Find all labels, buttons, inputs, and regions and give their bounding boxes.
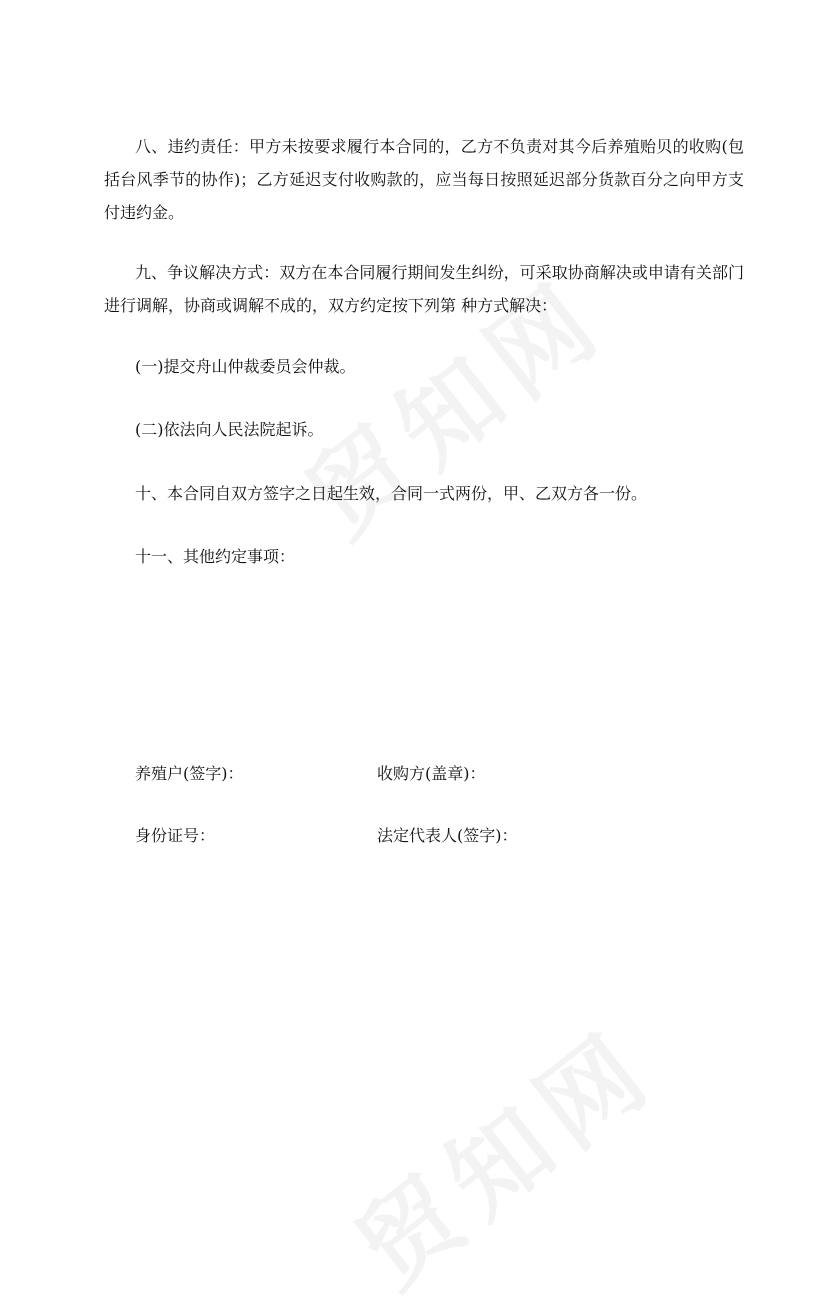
clause-11-other-terms: 十一、其他约定事项：	[135, 547, 296, 566]
buyer-seal-label: 收购方(盖章)：	[377, 764, 486, 783]
clause-10-effectiveness: 十、本合同自双方签字之日起生效，合同一式两份，甲、乙双方各一份。	[135, 484, 648, 503]
clause-9-dispute-resolution: 九、争议解决方式：双方在本合同履行期间发生纠纷，可采取协商解决或申请有关部门进行调解，协商或调解不成的，双方约定按下列第 种方式解决：	[104, 263, 744, 315]
dispute-option-2: (二)依法向人民法院起诉。	[135, 420, 324, 439]
legal-representative-signature-label: 法定代表人(签字)：	[377, 826, 518, 845]
id-number-label: 身份证号：	[135, 826, 216, 845]
watermark-bottom	[322, 990, 680, 1314]
clause-8-breach-liability: 八、违约责任：甲方未按要求履行本合同的，乙方不负责对其今后养殖贻贝的收购(包括台风季节的协作)；乙方延迟支付收购款的，应当每日按照延迟部分货款百分之向甲方支付违约金。	[104, 137, 744, 222]
farmer-signature-label: 养殖户(签字)：	[135, 764, 244, 783]
dispute-option-1: (一)提交舟山仲裁委员会仲裁。	[135, 357, 356, 376]
